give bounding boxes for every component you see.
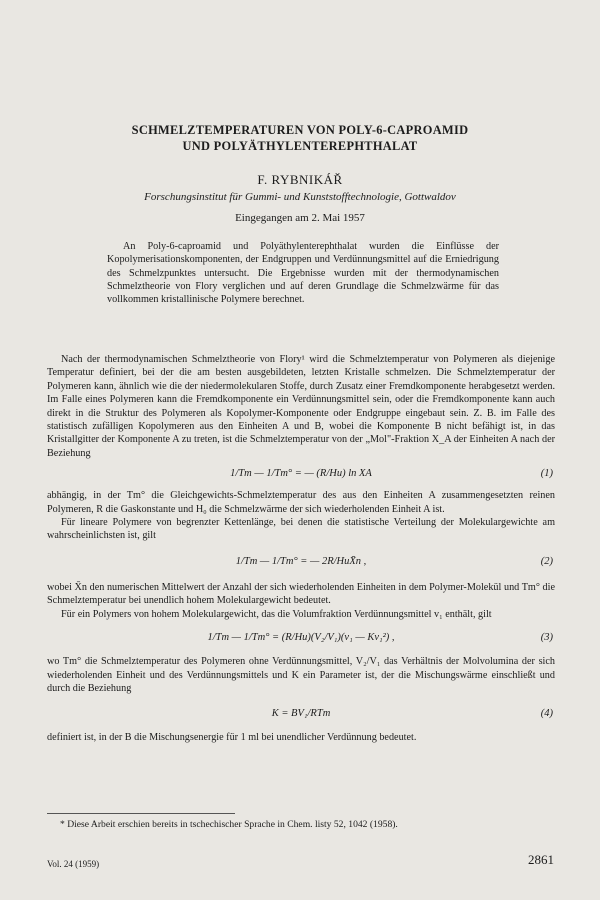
paragraph-6: wo Tm° die Schmelztemperatur des Polymeren ohne Verdünnungsmittel, V₂/V₁ das Verhältnis der Molvolumina der sich wiederholenden Einheit und des Verdünnungsmittels und K ein Parameter ist, der die Mischungswärme einschließt und durch die Beziehung [47,656,555,694]
footnote: * Diese Arbeit erschien bereits in tschechischer Sprache in Chem. listy 52, 1042 (1958). [60,819,398,830]
footnote-rule [47,813,235,814]
equation-1 [47,463,555,485]
paragraph-7: definiert ist, in der B die Mischungsenergie für 1 ml bei unendlicher Verdünnung bedeutet. [47,732,417,744]
equation-2-formula: 1/Tm — 1/Tm° = — 2R/HuX̄n , [235,555,367,567]
received-date: Eingegangen am 2. Mai 1957 [235,212,365,224]
paragraph-5: Für ein Polymers von hohem Molekulargewicht, das die Volumfraktion Verdünnungsmittel v₁ enthält, gilt [61,608,492,620]
volume-label: Vol. 24 (1959) [47,859,100,869]
abstract: An Poly-6-caproamid und Polyäthylenterephthalat wurden die Einflüsse der Kopolymerisationskomponenten, der Endgruppen und Verdünnungsmittel auf die Erniedrigung des Schmelzpunktes untersucht. Die Ergebnisse wurden mit der thermodynamischen Schmelztheorie von Flory verglichen und auf deren Grundlage die Schmelzwärme für das vollkommen kristallinische Polymere berechnet. [107,241,499,306]
title-line-1: SCHMELZTEMPERATUREN VON POLY-6-CAPROAMID [131,123,469,137]
body-text [47,353,555,745]
equation-4-formula: K = BV₁/RTm [271,708,331,720]
page-number: 2861 [528,852,554,867]
author: F. RYBNIKÁŘ [257,172,343,187]
equation-3-formula: 1/Tm — 1/Tm° = (R/Hu)(V₂/V₁)(v₁ — Kv₁²) , [207,632,395,644]
paragraph-3: Für lineare Polymere von begrenzter Kettenlänge, bei denen die statistische Verteilung der Molekulargewichte am wahrscheinlichsten ist, gilt [47,517,555,542]
equation-1-number: (1) [540,468,553,480]
paper-title [0,122,600,154]
equation-4 [47,703,555,725]
paragraph-2: abhängig, in der Tm° die Gleichgewichts-Schmelztemperatur des aus den Einheiten A zusammengesetzten reinen Polymeren, R die Gaskonstante und H₀ die Schmelzwärme der sich wiederholenden Einheit A ist. [47,490,555,515]
equation-3 [47,627,555,649]
equation-3-number: (3) [540,632,553,644]
paragraph-1: Nach der thermodynamischen Schmelztheorie von Flory¹ wird die Schmelztemperatur von Polymeren als diejenige Temperatur definiert, bei der die am besten ausgebildeten, letzten Kristalle schmelzen. Die Schmelztemperatur der Polymeren kann, ähnlich wie die der niedermolekularen Stoffe, durch Zusatz einer Fremdkomponente herabgesetzt werden. Im Falle eines Polymeren kann die Fremdkomponente ein Verdünnungsmittel sein, oder die Fremdkomponente kann auch direkt in die Struktur des Polymeren als Kopolymer-Komponente oder Endgruppe eingebaut sein. Z. B. im Falle des statistisch zufälligen Kopolymeren aus den Einheiten A und B, wobei die Komponente B nicht befähigt ist, in das Kristallgitter der Komponente A zu treten, ist die Schmelztemperatur von der „Mol"-Fraktion X_A der Einheiten A nach der Beziehung [47,354,555,459]
paragraph-4: wobei X̄n den numerischen Mittelwert der Anzahl der sich wiederholenden Einheiten in dem Polymer-Molekül und Tm° die Schmelztemperatur bei unendlich hohem Molekulargewicht bedeutet. [47,581,555,607]
equation-1-formula: 1/Tm — 1/Tm° = — (R/Hu) ln XA [230,468,372,480]
affiliation: Forschungsinstitut für Gummi- und Kunststofftechnologie, Gottwaldov [144,191,456,203]
equation-2 [47,551,555,573]
equation-2-number: (2) [540,555,553,567]
equation-4-number: (4) [540,708,553,720]
title-line-2: UND POLYÄTHYLENTEREPHTHALAT [182,139,418,153]
